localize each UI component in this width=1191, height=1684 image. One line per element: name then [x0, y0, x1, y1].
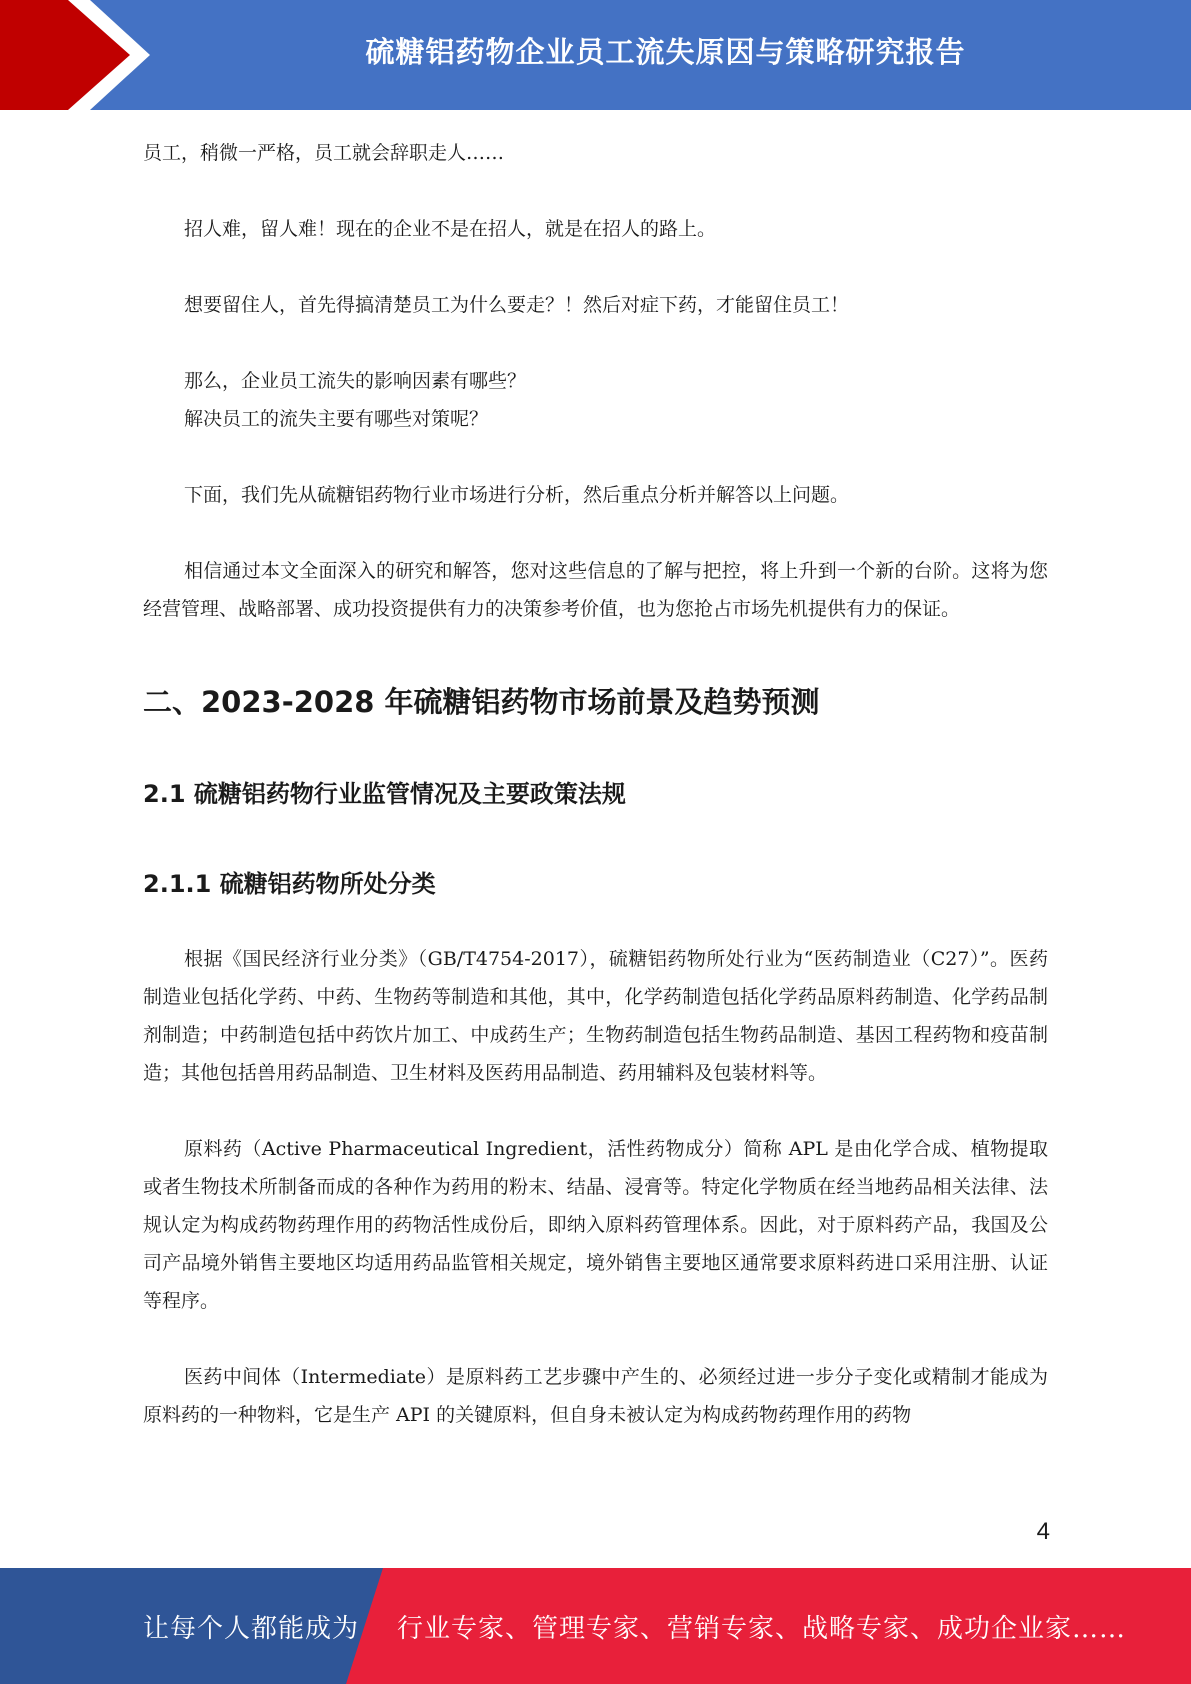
paragraph: 招人难，留人难！现在的企业不是在招人，就是在招人的路上。: [184, 218, 717, 240]
paragraph: 原料药（Active Pharmaceutical Ingredient，活性药物成分）简称 APL 是由化学合成、植物提取或者生物技术所制备而成的各种作为药用的粉末、结晶、浸膏等。特定化学物质在经当地药品相关法律、法规认定为构成药物药理作用的药物活性成份后，即纳入原料药管理体系。因此，对于原料药产品，我国及公司产品境外销售主要地区均适用药品监管相关规定，境外销售主要地区通常要求原料药进口采用注册、认证等程序。: [143, 1138, 1048, 1312]
page-footer: [0, 1568, 1191, 1684]
paragraph: 医药中间体（Intermediate）是原料药工艺步骤中产生的、必须经过进一步分子变化或精制才能成为原料药的一种物料，它是生产 API 的关键原料，但自身未被认定为构成药物药理作用的药物: [143, 1366, 1048, 1426]
page-number: 4: [1036, 1518, 1050, 1545]
header-arrow-decoration: [0, 0, 160, 110]
paragraph: 想要留住人，首先得搞清楚员工为什么要走？！然后对症下药，才能留住员工！: [184, 294, 850, 316]
header-title: 硫糖铝药物企业员工流失原因与策略研究报告: [365, 34, 966, 69]
paragraph: 下面，我们先从硫糖铝药物行业市场进行分析，然后重点分析并解答以上问题。: [184, 484, 850, 506]
footer-slogan-left: 让每个人都能成为: [143, 1613, 360, 1644]
paragraph: 员工，稍微一严格，员工就会辞职走人……: [143, 142, 505, 164]
footer-slogan-right: 行业专家、管理专家、营销专家、战略专家、成功企业家……: [397, 1613, 1127, 1644]
subsection-heading: 2.1 硫糖铝药物行业监管情况及主要政策法规: [143, 780, 626, 808]
paragraph: 根据《国民经济行业分类》（GB/T4754-2017），硫糖铝药物所处行业为“医药制造业（C27）”。医药制造业包括化学药、中药、生物药等制造和其他，其中，化学药制造包括化学药品原料药制造、化学药品制剂制造；中药制造包括中药饮片加工、中成药生产；生物药制造包括生物药品制造、基因工程药物和疫苗制造；其他包括兽用药品制造、卫生材料及医药用品制造、药用辅料及包装材料等。: [143, 948, 1048, 1084]
subsubsection-heading: 2.1.1 硫糖铝药物所处分类: [143, 870, 436, 898]
document-body: [143, 134, 1048, 1434]
paragraph: 那么，企业员工流失的影响因素有哪些？: [184, 370, 527, 392]
page-header: [0, 0, 1191, 110]
paragraph: 相信通过本文全面深入的研究和解答，您对这些信息的了解与把控，将上升到一个新的台阶。这将为您经营管理、战略部署、成功投资提供有力的决策参考价值，也为您抢占市场先机提供有力的保证。: [143, 560, 1048, 620]
section-heading: 二、2023-2028 年硫糖铝药物市场前景及趋势预测: [143, 685, 820, 719]
paragraph: 解决员工的流失主要有哪些对策呢？: [184, 408, 489, 430]
